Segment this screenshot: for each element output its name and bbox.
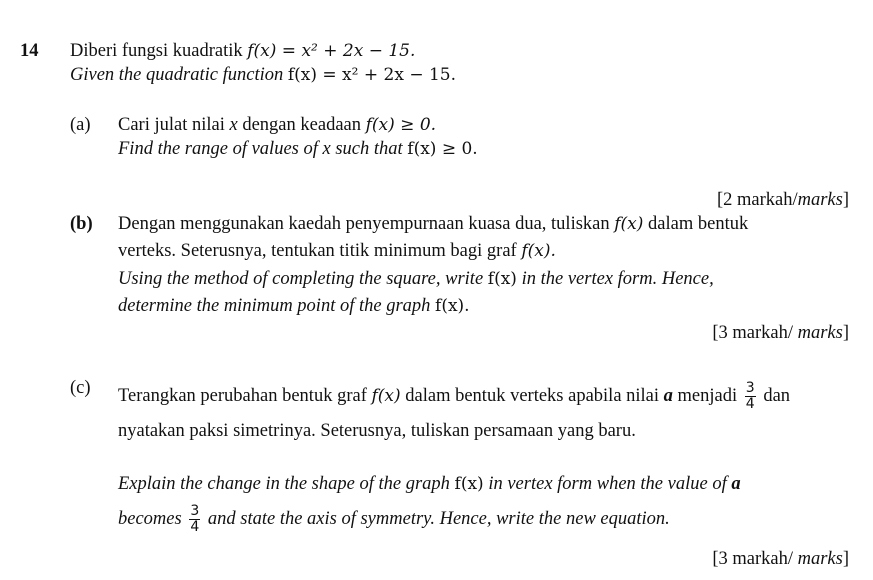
part-b-label: (b): [70, 214, 93, 234]
part-a-marks-close: ]: [842, 190, 849, 210]
part-b-marks-ms: [3 markah/: [712, 323, 798, 343]
part-b-marks-close: ]: [842, 323, 849, 343]
part-c-label: (c): [70, 378, 91, 398]
part-b-ms-1-end: dalam bentuk: [648, 214, 749, 234]
part-c-marks-ms: [3 markah/: [712, 549, 798, 569]
alpha-symbol-en: a: [731, 474, 741, 494]
function-expression-en: f(x) = x² + 2x − 15.: [287, 65, 456, 85]
part-c-marks-en: marks: [797, 549, 843, 569]
part-b-en-1b: in the vertex form. Hence,: [521, 269, 714, 289]
part-c-ms-1d: dan: [763, 385, 791, 406]
fraction-denominator: 4: [745, 396, 755, 412]
part-a-condition: f(x) ≥ 0.: [365, 115, 437, 135]
part-c-fx: f(x): [371, 385, 401, 406]
part-a-english-text: Find the range of values of x such that: [118, 139, 403, 159]
part-c-malay-line-1: [118, 381, 790, 412]
part-b-fx: f(x): [614, 214, 644, 234]
fraction-three-quarters-en: [189, 504, 200, 535]
part-a-label: (a): [70, 115, 91, 135]
fraction-numerator-en: 3: [190, 503, 200, 519]
part-a-marks-en: marks: [797, 190, 843, 210]
part-c-en-1a: Explain the change in the shape of the graph: [118, 474, 450, 494]
part-b-marks-en: marks: [797, 323, 843, 343]
function-expression: f(x) = x² + 2x − 15.: [247, 41, 416, 61]
part-b-ms-1: Dengan menggunakan kaedah penyempurnaan kuasa dua, tuliskan: [118, 214, 610, 234]
part-c-malay-line-2: nyatakan paksi simetrinya. Seterusnya, tuliskan persamaan yang baru.: [118, 421, 636, 441]
part-c-ms-1c: menjadi: [677, 385, 738, 406]
part-b-malay-line-2: [118, 240, 556, 262]
part-b-en-1a: Using the method of completing the square, write: [118, 269, 484, 289]
part-a-condition-en: f(x) ≥ 0.: [407, 139, 478, 159]
part-c-marks-close: ]: [842, 549, 849, 569]
part-c-ms-1b: dalam bentuk verteks apabila nilai: [405, 385, 660, 406]
part-c-fx-en: f(x): [454, 474, 484, 494]
part-c-marks: [712, 549, 849, 570]
part-b-ms-2: verteks. Seterusnya, tentukan titik minimum bagi graf: [118, 241, 517, 261]
part-b-marks: [712, 323, 849, 344]
fraction-numerator: 3: [745, 380, 755, 396]
part-b-english-line-1: [118, 268, 714, 290]
part-a-marks: [717, 190, 849, 211]
part-c-english-line-2: [118, 504, 670, 535]
part-c-en-1b: in vertex form when the value of: [488, 474, 727, 494]
part-a-marks-ms: [2 markah/: [716, 190, 798, 210]
part-b-fx-en-2: f(x).: [435, 296, 470, 316]
part-b-en-2: determine the minimum point of the graph: [118, 296, 431, 316]
fraction-three-quarters: [745, 381, 756, 412]
part-b-english-line-2: [118, 295, 470, 317]
stem-english: [70, 64, 456, 86]
variable-x: x: [229, 115, 238, 135]
part-a-malay: [118, 114, 436, 136]
part-c-en-2a: becomes: [118, 508, 182, 529]
part-a-malay-text-2: dengan keadaan: [242, 115, 361, 135]
part-b-fx-2: f(x).: [521, 241, 556, 261]
stem-malay-text: Diberi fungsi kuadratik: [70, 41, 243, 61]
part-c-en-2b: and state the axis of symmetry. Hence, write the new equation.: [207, 508, 670, 529]
alpha-symbol: a: [663, 385, 673, 406]
part-a-malay-text-1: Cari julat nilai: [118, 115, 225, 135]
part-c-ms-1a: Terangkan perubahan bentuk graf: [118, 385, 367, 406]
part-b-fx-en: f(x): [487, 269, 517, 289]
stem-malay: [70, 40, 415, 62]
fraction-denominator-en: 4: [190, 519, 200, 535]
part-a-english: [118, 138, 478, 160]
question-number: 14: [20, 41, 39, 61]
part-c-english-line-1: [118, 473, 741, 495]
part-b-malay-line-1: [118, 213, 748, 235]
stem-english-text: Given the quadratic function: [70, 65, 284, 85]
